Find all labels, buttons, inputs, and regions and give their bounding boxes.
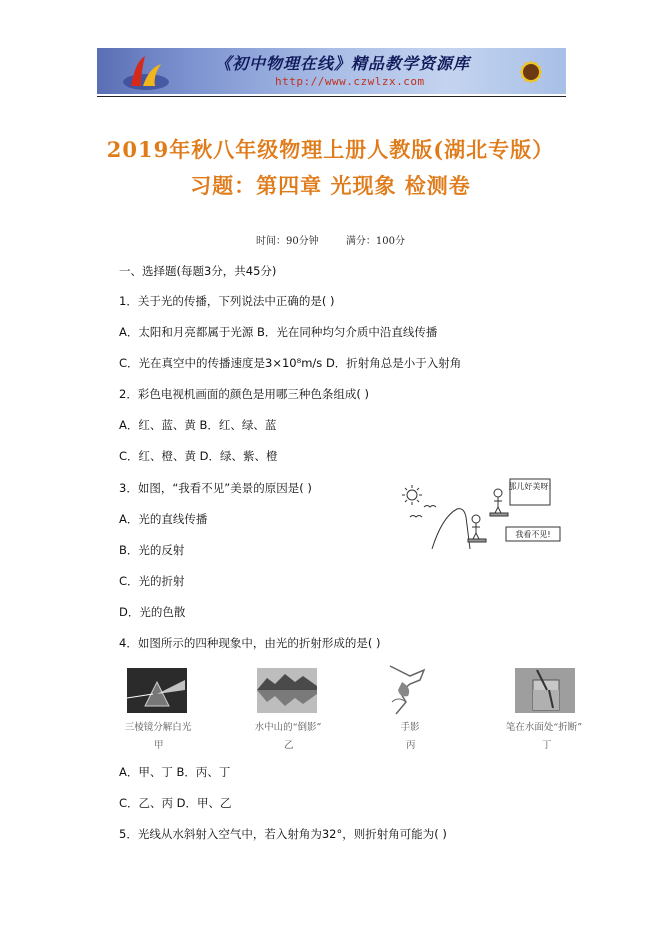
q4-image-ding <box>515 668 575 717</box>
q4-label-bing: 丙 <box>406 740 416 751</box>
q4-options-ab: A．甲、丁 B．丙、丁 <box>119 765 231 779</box>
q4-image-bing <box>380 662 440 722</box>
banner-url[interactable]: http://www.czwlzx.com <box>275 75 425 88</box>
q4-caption-bing: 手影 <box>400 722 420 733</box>
q3-option-d: D．光的色散 <box>119 605 186 619</box>
q4-caption-yi: 水中山的“倒影” <box>254 722 322 733</box>
q3-option-c: C．光的折射 <box>119 574 185 588</box>
pencil-in-water-icon <box>515 668 575 713</box>
q4-caption-ding: 笔在水面处“折断” <box>505 722 583 733</box>
sun-icon <box>402 485 422 505</box>
q1-options-cd: C．光在真空中的传播速度是3×10⁸m/s D．折射角总是小于入射角 <box>119 356 462 370</box>
q4-options-cd: C．乙、丙 D．甲、乙 <box>119 796 232 810</box>
q4-label-yi: 乙 <box>284 740 294 751</box>
q4-image-jia <box>127 668 187 717</box>
q2-options-ab: A．红、蓝、黄 B．红、绿、蓝 <box>119 418 277 432</box>
question-3: 3．如图，“我看不见”美景的原因是( ) <box>119 481 312 495</box>
person-upper <box>490 489 508 516</box>
question-2: 2．彩色电视机画面的颜色是用哪三种色条组成( ) <box>119 387 369 401</box>
q2-options-cd: C．红、橙、黄 D．绿、紫、橙 <box>119 449 278 463</box>
q4-caption-jia: 三棱镜分解白光 <box>124 722 192 733</box>
q3-option-b: B．光的反射 <box>119 543 185 557</box>
document-title-line2: 习题：第四章 光现象 检测卷 <box>190 173 471 198</box>
document-title-line1: 2019年秋八年级物理上册人教版(湖北专版） <box>106 137 555 162</box>
q3-option-a: A．光的直线传播 <box>119 512 208 526</box>
q4-image-yi <box>257 668 317 717</box>
banner-divider <box>97 96 566 97</box>
exam-time: 时间：90分钟 <box>255 236 319 247</box>
prism-icon <box>127 668 187 713</box>
mountain-reflection-icon <box>257 668 317 713</box>
question-1: 1．关于光的传播，下列说法中正确的是( ) <box>119 294 335 308</box>
question-4: 4．如图所示的四种现象中，由光的折射形成的是( ) <box>119 636 381 650</box>
section-heading: 一、选择题(每题3分，共45分) <box>119 264 277 278</box>
banner-title: 《初中物理在线》精品教学资源库 <box>215 54 471 73</box>
question-5: 5．光线从水斜射入空气中，若入射角为32°，则折射角可能为( ) <box>119 827 447 841</box>
hand-shadow-icon <box>380 662 440 718</box>
bubble-bottom-text: 我看不见! <box>515 530 551 539</box>
q4-label-ding: 丁 <box>542 740 552 751</box>
exam-meta <box>0 232 661 247</box>
q3-figure <box>402 477 562 549</box>
q4-label-jia: 甲 <box>154 740 164 751</box>
logo-icon <box>121 52 171 92</box>
q1-options-ab: A．太阳和月亮都属于光源 B．光在同种均匀介质中沿直线传播 <box>119 325 438 339</box>
sunflower-icon <box>502 51 560 93</box>
person-lower <box>468 515 486 542</box>
bubble-top-text: 那儿好美呀! <box>508 482 552 491</box>
exam-score: 满分：100分 <box>345 236 405 247</box>
header-banner <box>97 48 566 94</box>
